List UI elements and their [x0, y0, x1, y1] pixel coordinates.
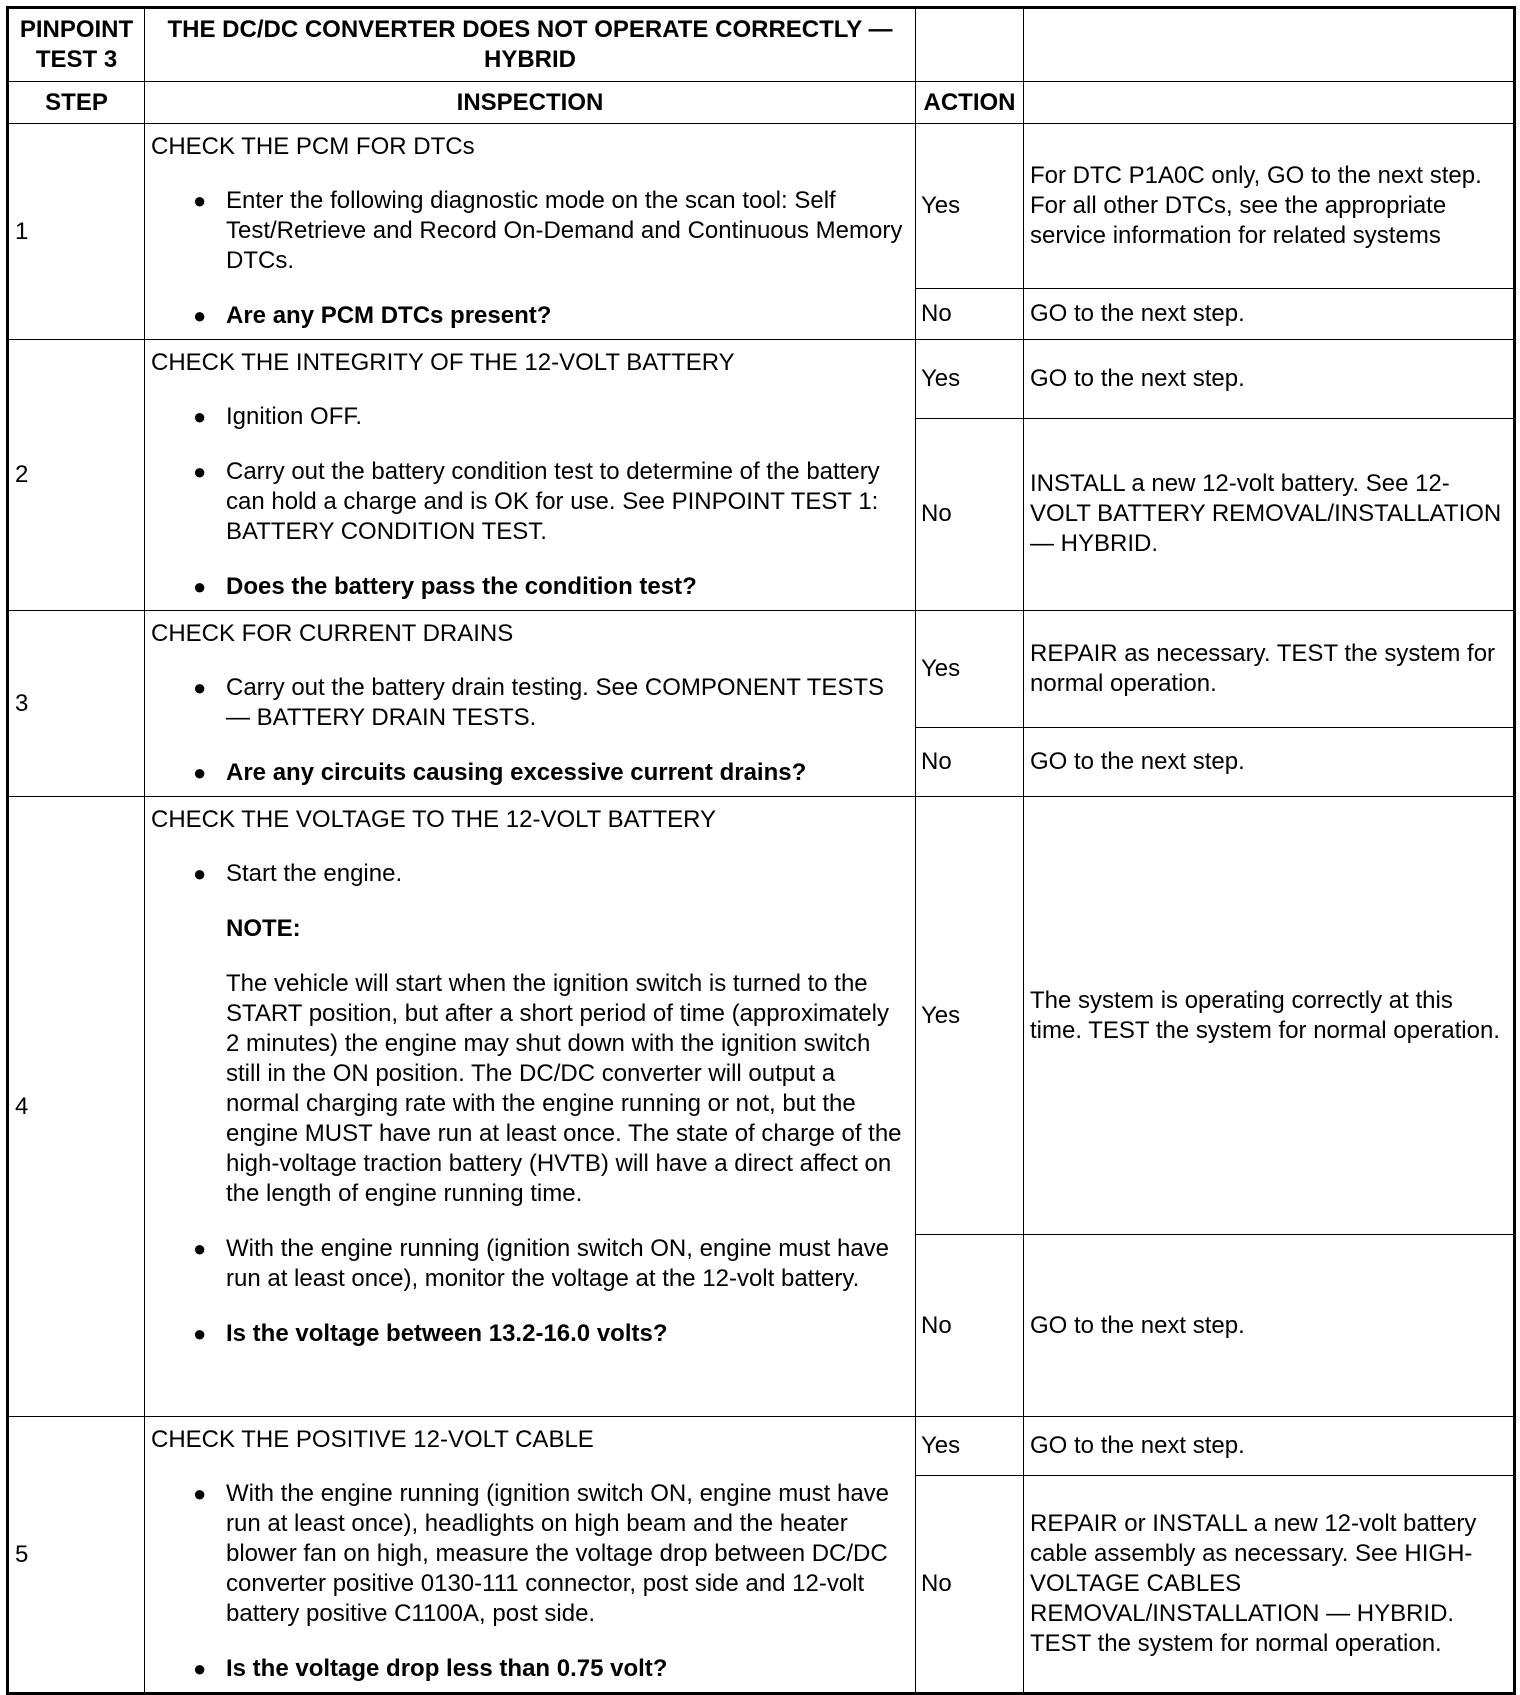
step-number: 2	[8, 340, 145, 611]
title-row	[8, 8, 1515, 82]
action-no: No	[916, 1476, 1024, 1694]
pinpoint-test-table	[6, 6, 1516, 1695]
title-blank-cell	[916, 8, 1024, 82]
result-no: GO to the next step.	[1024, 1235, 1515, 1417]
col-step: STEP	[8, 82, 145, 124]
bullet-icon: ●	[193, 675, 207, 700]
action-yes: Yes	[916, 797, 1024, 1235]
step-question: ● Does the battery pass the condition test?	[193, 573, 697, 600]
result-yes: GO to the next step.	[1024, 1417, 1515, 1476]
header-blank-cell	[1024, 82, 1515, 124]
note-block	[151, 914, 905, 1209]
step-title: CHECK FOR CURRENT DRAINS	[151, 620, 514, 647]
bullet-icon: ●	[193, 404, 207, 429]
list-item: ● With the engine running (ignition switch ON, engine must have run at least once), headlights on high beam and the heater blower fan on high, measure the voltage drop between DC/DC converter positive 0130-111 connector, post side and 12-volt battery positive C1100A, post side.	[193, 1480, 890, 1627]
step-inspection	[145, 1417, 916, 1694]
step-question: ● Is the voltage drop less than 0.75 volt?	[193, 1655, 668, 1682]
table-row	[8, 124, 1515, 289]
result-no: REPAIR or INSTALL a new 12-volt battery cable assembly as necessary. See HIGH-VOLTAGE CABLES REMOVAL/INSTALLATION — HYBRID. TEST the system for normal operation.	[1024, 1476, 1515, 1694]
action-yes: Yes	[916, 611, 1024, 728]
list-item: ● Enter the following diagnostic mode on the scan tool: Self Test/Retrieve and Record On-Demand and Continuous Memory DTCs.	[193, 187, 903, 274]
test-title: THE DC/DC CONVERTER DOES NOT OPERATE CORRECTLY — HYBRID	[145, 8, 916, 82]
bullet-icon: ●	[193, 574, 207, 599]
result-yes: For DTC P1A0C only, GO to the next step. For all other DTCs, see the appropriate service information for related systems	[1024, 124, 1515, 289]
list-item: ● Carry out the battery drain testing. See COMPONENT TESTS — BATTERY DRAIN TESTS.	[193, 674, 885, 731]
col-action: ACTION	[916, 82, 1024, 124]
step-question: ● Are any circuits causing excessive current drains?	[193, 759, 807, 786]
list-item: ● Carry out the battery condition test to determine of the battery can hold a charge and is OK for use. See PINPOINT TEST 1: BATTERY CONDITION TEST.	[193, 458, 880, 545]
result-yes: GO to the next step.	[1024, 340, 1515, 419]
bullet-icon: ●	[193, 303, 207, 328]
bullet-icon: ●	[193, 459, 207, 484]
action-yes: Yes	[916, 124, 1024, 289]
note-text: The vehicle will start when the ignition switch is turned to the START position, but after a short period of time (approximately 2 minutes) the engine may shut down with the ignition switch still in the ON position. The DC/DC converter will output a normal charging rate with the engine running or not, but the engine MUST have run at least once. The state of charge of the high-voltage traction battery (HVTB) will have a direct affect on the length of engine running time.	[226, 970, 902, 1207]
step-title: CHECK THE POSITIVE 12-VOLT CABLE	[151, 1426, 594, 1453]
step-number: 3	[8, 611, 145, 797]
step-inspection	[145, 611, 916, 797]
action-no: No	[916, 288, 1024, 339]
bullet-icon: ●	[193, 760, 207, 785]
step-title: CHECK THE INTEGRITY OF THE 12-VOLT BATTERY	[151, 349, 735, 376]
table-row	[8, 340, 1515, 419]
step-inspection	[145, 124, 916, 340]
bullet-icon: ●	[193, 861, 207, 886]
result-yes: The system is operating correctly at this time. TEST the system for normal operation.	[1024, 797, 1515, 1235]
pinpoint-label: PINPOINT TEST 3	[8, 8, 145, 82]
table-row	[8, 611, 1515, 728]
step-inspection	[145, 340, 916, 611]
bullet-icon: ●	[193, 1656, 207, 1681]
step-number: 1	[8, 124, 145, 340]
step-inspection	[145, 797, 916, 1417]
action-no: No	[916, 418, 1024, 610]
column-header-row	[8, 82, 1515, 124]
result-no: GO to the next step.	[1024, 288, 1515, 339]
action-yes: Yes	[916, 340, 1024, 419]
note-heading: NOTE:	[226, 915, 301, 942]
list-item: ● With the engine running (ignition switch ON, engine must have run at least once), monitor the voltage at the 12-volt battery.	[193, 1235, 890, 1292]
bullet-icon: ●	[193, 1236, 207, 1261]
result-yes: REPAIR as necessary. TEST the system for normal operation.	[1024, 611, 1515, 728]
step-number: 5	[8, 1417, 145, 1694]
table-row	[8, 797, 1515, 1235]
action-yes: Yes	[916, 1417, 1024, 1476]
list-item: ● Start the engine.	[193, 860, 403, 887]
table-row	[8, 1417, 1515, 1476]
list-item: ● Ignition OFF.	[193, 403, 363, 430]
bullet-icon: ●	[193, 1321, 207, 1346]
step-number: 4	[8, 797, 145, 1417]
action-no: No	[916, 727, 1024, 797]
step-title: CHECK THE VOLTAGE TO THE 12-VOLT BATTERY	[151, 806, 717, 833]
step-title: CHECK THE PCM FOR DTCs	[151, 133, 475, 160]
col-inspection: INSPECTION	[145, 82, 916, 124]
action-no: No	[916, 1235, 1024, 1417]
step-question: ● Are any PCM DTCs present?	[193, 302, 552, 329]
title-blank-cell	[1024, 8, 1515, 82]
result-no: GO to the next step.	[1024, 727, 1515, 797]
result-no: INSTALL a new 12-volt battery. See 12-VOLT BATTERY REMOVAL/INSTALLATION — HYBRID.	[1024, 418, 1515, 610]
bullet-icon: ●	[193, 1481, 207, 1506]
step-question: ● Is the voltage between 13.2-16.0 volts?	[193, 1320, 668, 1347]
bullet-icon: ●	[193, 188, 207, 213]
